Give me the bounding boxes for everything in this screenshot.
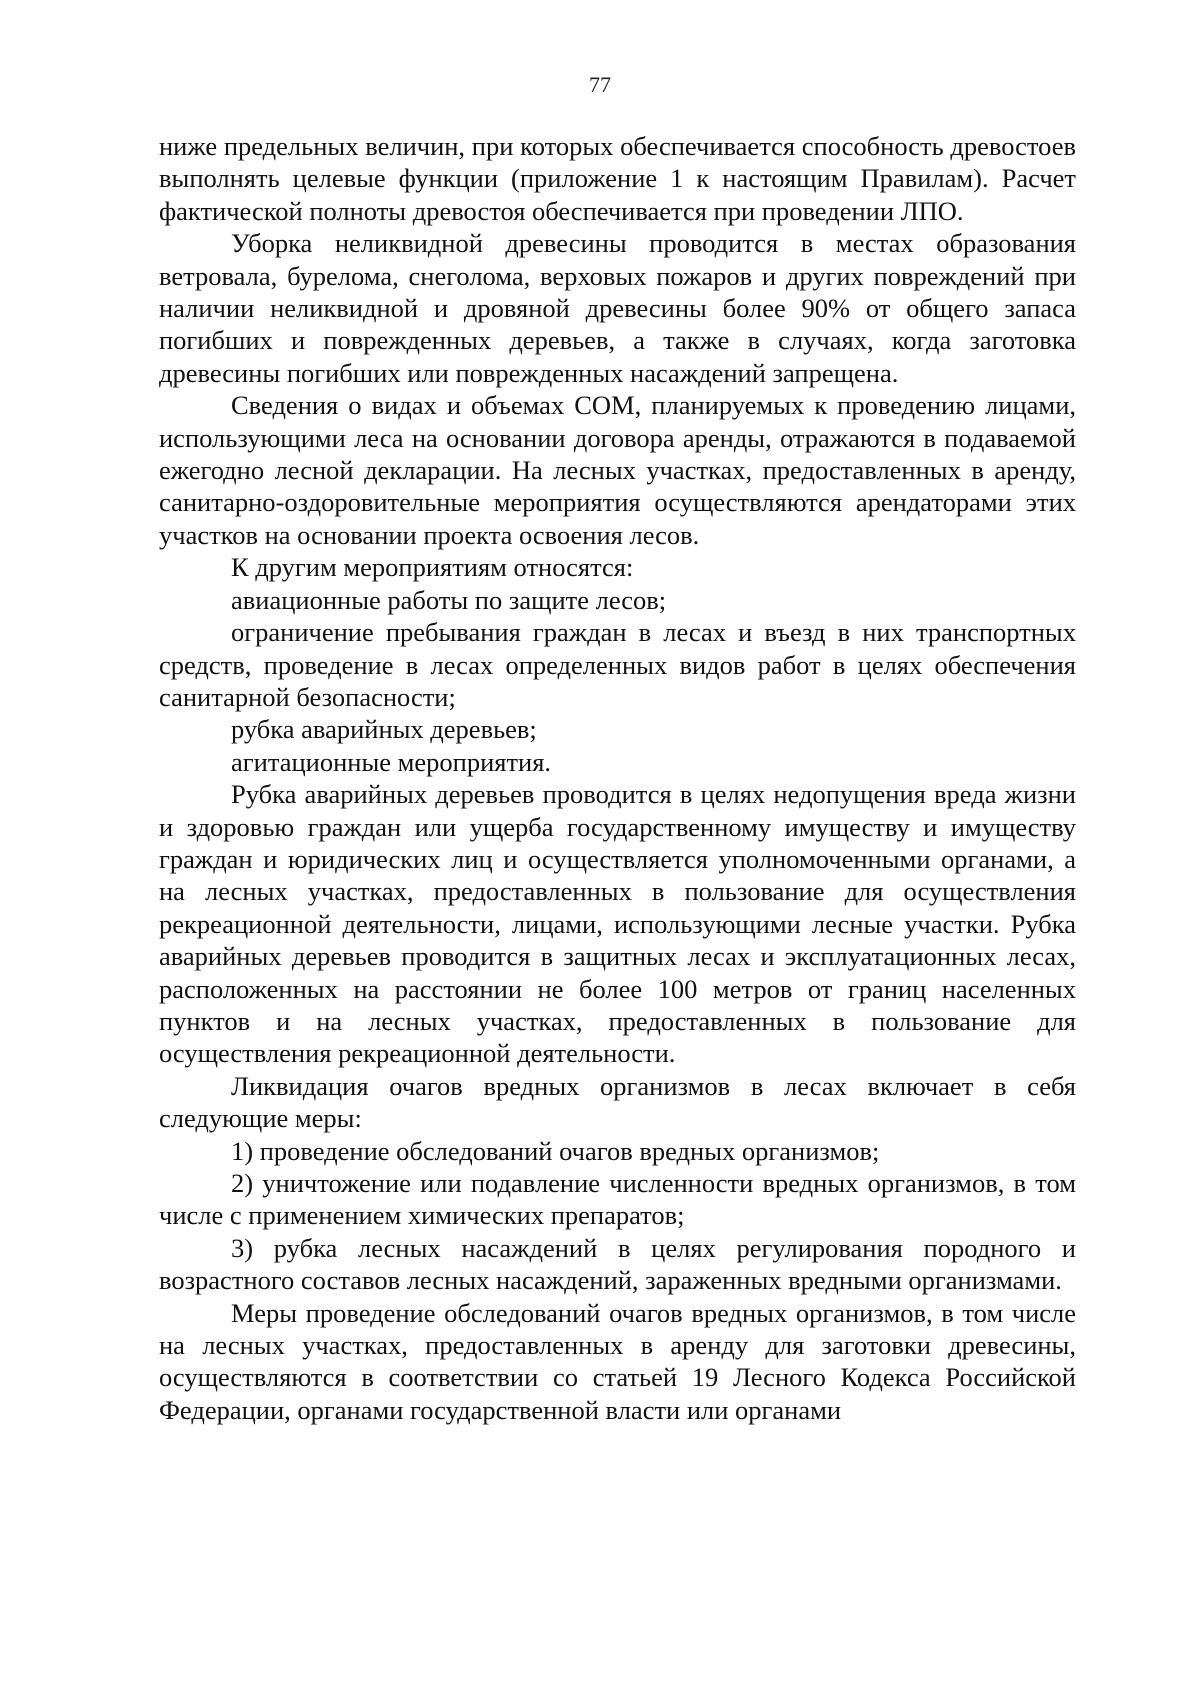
paragraph-continuation: ниже предельных величин, при которых обеспечивается способность древостоев выполнять целевые функции (приложение 1 к настоящим Правилам). Расчет фактической полноты древостоя обеспечивается при проведении ЛПО. xyxy=(159,131,1076,226)
numbered-item: 1) проведение обследований очагов вредных организмов; xyxy=(231,1135,880,1166)
paragraph: Сведения о видах и объемах СОМ, планируемых к проведению лицами, использующими леса на основании договора аренды, отражаются в подаваемой ежегодно лесной декларации. На лесных участках, предоставленных в аренду, санитарно-оздоровительные мероприятия осуществляются арендаторами этих участков на основании проекта освоения лесов. xyxy=(159,390,1076,550)
paragraph: Уборка неликвидной древесины проводится в местах образования ветровала, бурелома, снеголома, верховых пожаров и других повреждений при наличии неликвидной и дровяной древесины более 90% от общего запаса погибших и поврежденных деревьев, а также в случаях, когда заготовка древесины погибших или поврежденных насаждений запрещена. xyxy=(159,228,1076,388)
list-item: рубка аварийных деревьев; xyxy=(231,714,537,745)
list-item: ограничение пребывания граждан в лесах и въезд в них транспортных средств, проведение в лесах определенных видов работ в целях обеспечения санитарной безопасности; xyxy=(159,617,1076,712)
numbered-item: 3) рубка лесных насаждений в целях регулирования породного и возрастного составов лесных насаждений, зараженных вредными организмами. xyxy=(159,1232,1076,1296)
body-text xyxy=(159,130,1076,1426)
paragraph: Ликвидация очагов вредных организмов в лесах включает в себя следующие меры: xyxy=(159,1070,1076,1134)
paragraph: Рубка аварийных деревьев проводится в целях недопущения вреда жизни и здоровью граждан или ущерба государственному имуществу и имуществу граждан и юридических лиц и осуществляется уполномоченными органами, а на лесных участках, предоставленных в пользование для осуществления рекреационной деятельности, лицами, использующими лесные участки. Рубка аварийных деревьев проводится в защитных лесах и эксплуатационных лесах, расположенных на расстоянии не более 100 метров от границ населенных пунктов и на лесных участках, предоставленных в пользование для осуществления рекреационной деятельности. xyxy=(159,779,1076,1069)
numbered-item: 2) уничтожение или подавление численности вредных организмов, в том числе с применением химических препаратов; xyxy=(159,1168,1076,1231)
list-item: авиационные работы по защите лесов; xyxy=(231,584,667,615)
paragraph: Меры проведение обследований очагов вредных организмов, в том числе на лесных участках, предоставленных в аренду для заготовки древесины, осуществляются в соответствии со статьей 19 Лесного Кодекса Российской Федерации, органами государственной власти или органами xyxy=(159,1297,1076,1425)
page-number: 77 xyxy=(589,72,611,97)
paragraph: К другим мероприятиям относятся: xyxy=(231,552,634,583)
list-item: агитационные мероприятия. xyxy=(231,746,552,777)
